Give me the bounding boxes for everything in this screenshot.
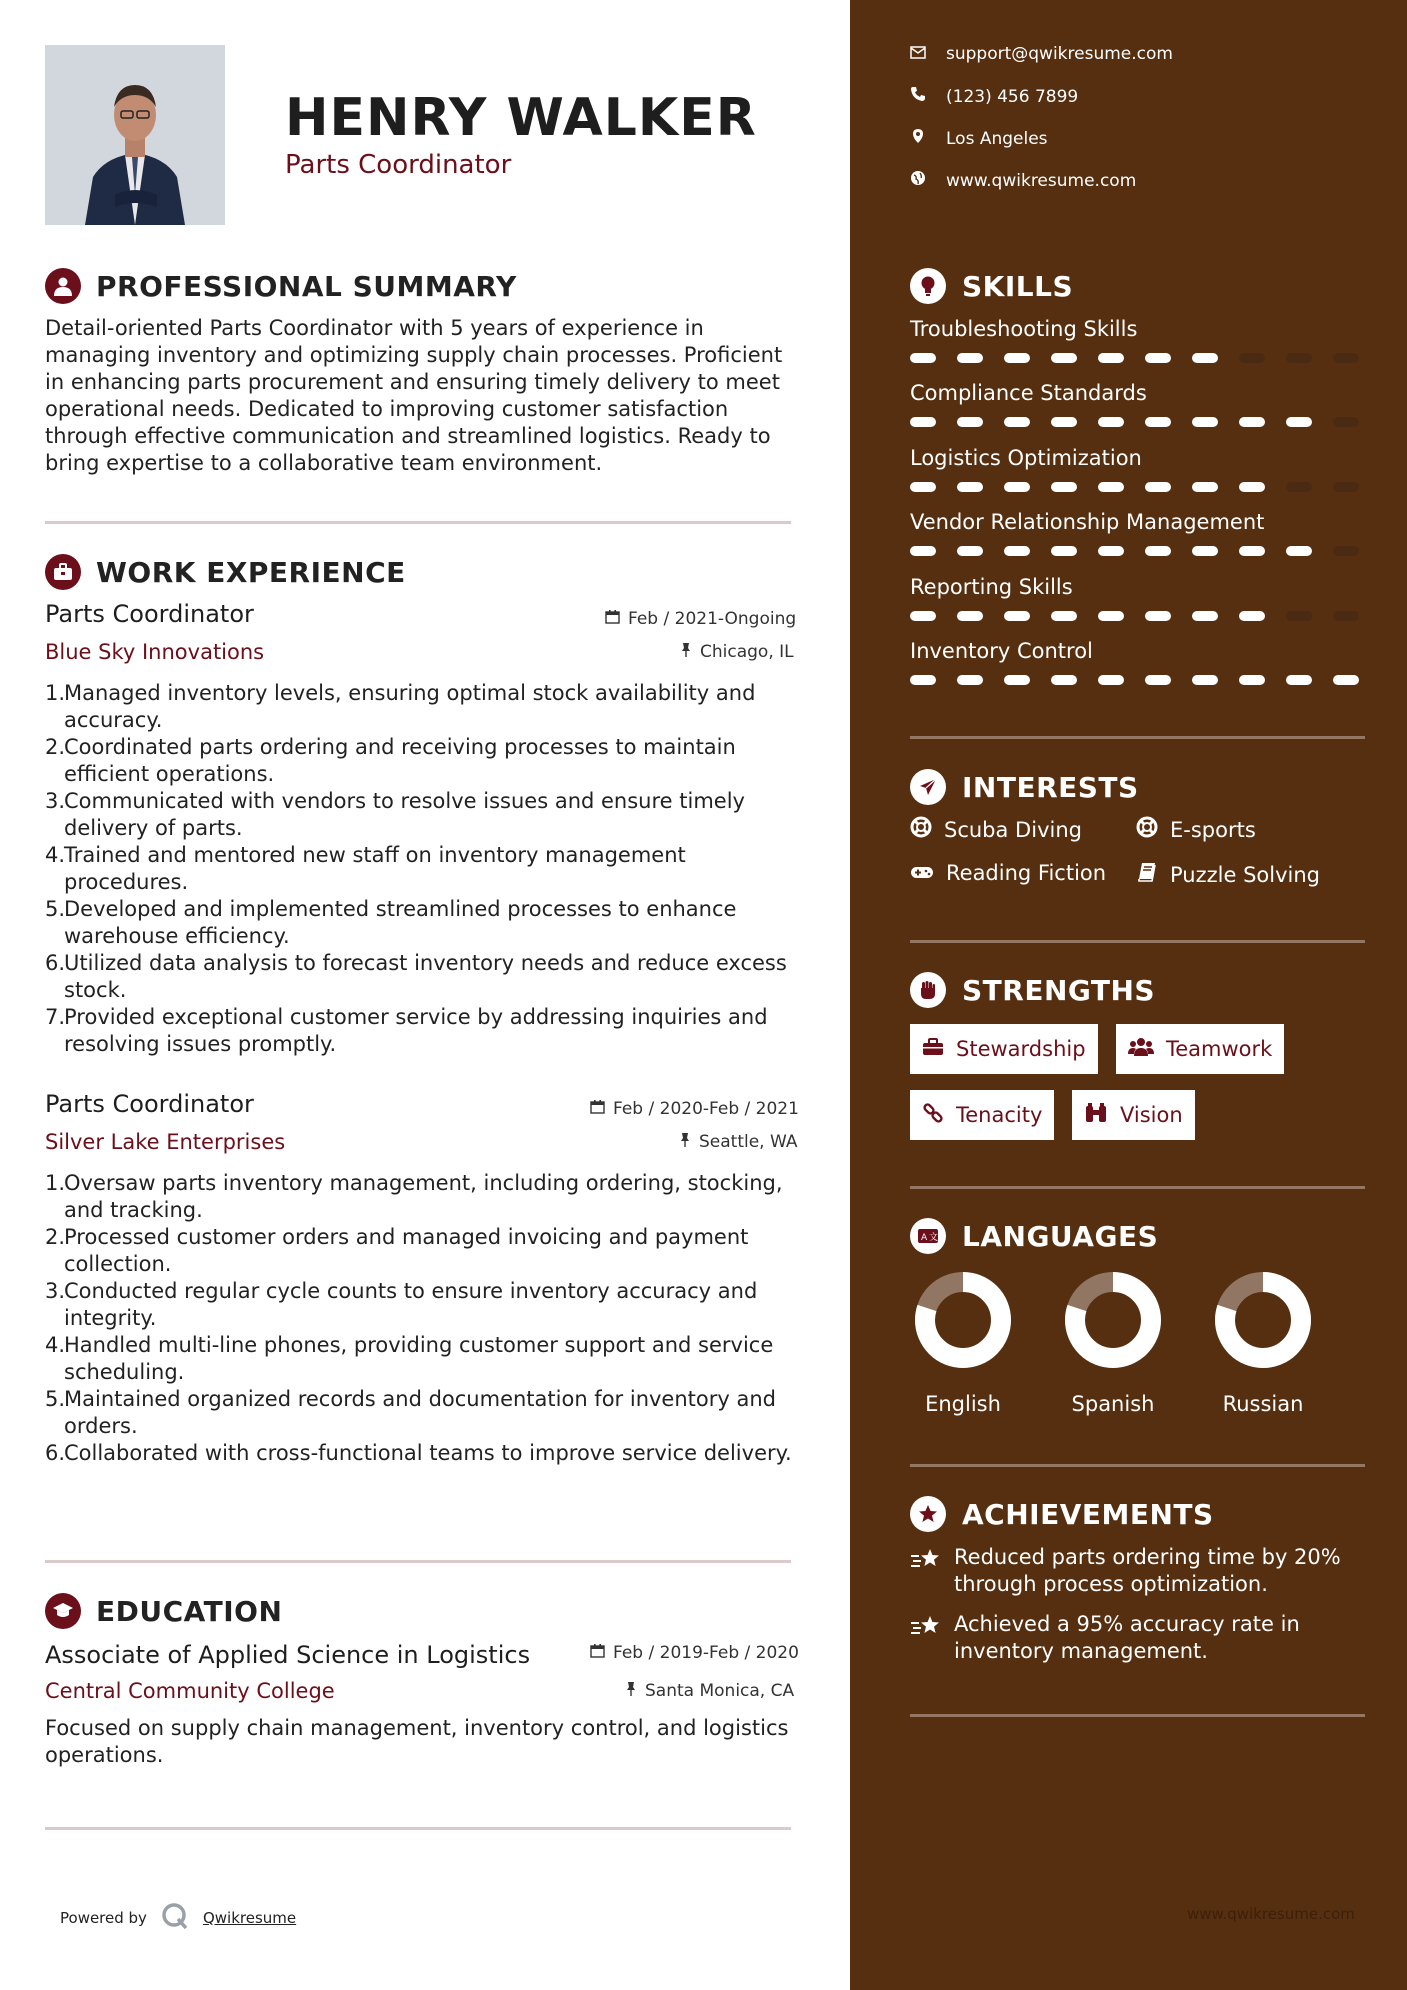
skill-dash xyxy=(1004,417,1030,427)
education-location: Santa Monica, CA xyxy=(625,1681,794,1701)
svg-text:文: 文 xyxy=(929,1233,939,1243)
envelope-icon xyxy=(910,44,926,64)
qwikresume-logo-icon xyxy=(161,1902,189,1934)
candidate-name: HENRY WALKER xyxy=(285,88,757,148)
skill-dash xyxy=(957,353,983,363)
skill-dash xyxy=(1098,417,1124,427)
users-icon xyxy=(1128,1037,1154,1062)
strength-chip: Vision xyxy=(1072,1090,1195,1140)
list-item: 1. Oversaw parts inventory management, including ordering, stocking, and tracking. xyxy=(45,1171,783,1222)
skill-dash xyxy=(1098,482,1124,492)
job-dates: Feb / 2020-Feb / 2021 xyxy=(590,1099,799,1119)
skills-heading: SKILLS xyxy=(910,268,1073,304)
languages-heading: A 文 LANGUAGES xyxy=(910,1218,1158,1254)
binoculars-icon xyxy=(1084,1103,1108,1128)
list-item: 4. Trained and mentored new staff on inventory management procedures. xyxy=(45,843,686,894)
skill-name: Vendor Relationship Management xyxy=(910,510,1265,534)
skill-dash xyxy=(1192,611,1218,621)
calendar-icon xyxy=(605,609,620,629)
degree-title: Associate of Applied Science in Logistics xyxy=(45,1641,531,1669)
skill-dash xyxy=(1333,546,1359,556)
skill-dash xyxy=(1145,611,1171,621)
lifebuoy-icon xyxy=(910,816,932,843)
skill-dash xyxy=(1286,417,1312,427)
education-heading: EDUCATION xyxy=(45,1593,282,1629)
star-badge-icon xyxy=(910,1496,946,1532)
skill-dash xyxy=(1098,675,1124,685)
divider xyxy=(45,1560,791,1563)
skill-name: Inventory Control xyxy=(910,639,1093,663)
skill-name: Logistics Optimization xyxy=(910,446,1142,470)
list-item: 3. Conducted regular cycle counts to ensure inventory accuracy and integrity. xyxy=(45,1279,758,1330)
school-name: Central Community College xyxy=(45,1679,335,1703)
interests-heading: INTERESTS xyxy=(910,769,1139,805)
calendar-icon xyxy=(590,1643,605,1663)
skill-dash xyxy=(1145,546,1171,556)
divider xyxy=(45,521,791,524)
job-bullets xyxy=(45,1170,795,1467)
list-item: 2. Processed customer orders and managed invoicing and payment collection. xyxy=(45,1225,749,1276)
language-icon xyxy=(910,1218,946,1254)
skill-bar xyxy=(910,353,1365,363)
summary-heading: PROFESSIONAL SUMMARY xyxy=(45,268,517,304)
skill-dash xyxy=(1051,482,1077,492)
job-title: Parts Coordinator xyxy=(45,600,254,628)
skill-dash xyxy=(1004,353,1030,363)
interest-item: Puzzle Solving xyxy=(1136,861,1320,888)
skill-dash xyxy=(1004,611,1030,621)
contact-website[interactable]: www.qwikresume.com xyxy=(910,170,1136,191)
list-item: 2. Coordinated parts ordering and receiving processes to maintain efficient operations. xyxy=(45,735,736,786)
language-ring xyxy=(1213,1270,1313,1370)
job-dates: Feb / 2021-Ongoing xyxy=(605,609,796,629)
company-name: Blue Sky Innovations xyxy=(45,640,265,664)
divider xyxy=(910,1464,1365,1467)
svg-text:A: A xyxy=(921,1233,928,1243)
skill-bar xyxy=(910,546,1365,556)
skill-dash xyxy=(1145,482,1171,492)
skill-dash xyxy=(957,546,983,556)
skill-dash xyxy=(910,353,936,363)
briefcase-icon xyxy=(922,1037,944,1061)
skill-bar xyxy=(910,417,1365,427)
skill-dash xyxy=(1286,546,1312,556)
language-ring xyxy=(913,1270,1013,1370)
skill-dash xyxy=(957,482,983,492)
list-item: 6. Utilized data analysis to forecast inventory needs and reduce excess stock. xyxy=(45,951,787,1002)
interest-item: E-sports xyxy=(1136,816,1256,843)
language-item: Russian xyxy=(1198,1270,1328,1416)
skill-bar xyxy=(910,611,1365,621)
globe-icon xyxy=(910,170,926,191)
interest-item: Scuba Diving xyxy=(910,816,1082,843)
skill-dash xyxy=(1051,546,1077,556)
skill-dash xyxy=(910,482,936,492)
skill-dash xyxy=(1239,353,1265,363)
paper-plane-icon xyxy=(910,769,946,805)
skill-dash xyxy=(1239,417,1265,427)
skill-dash xyxy=(1051,611,1077,621)
shooting-star-icon xyxy=(910,1547,942,1598)
list-item: 3. Communicated with vendors to resolve issues and ensure timely delivery of parts. xyxy=(45,789,745,840)
user-icon xyxy=(45,268,81,304)
skill-dash xyxy=(957,675,983,685)
footer-powered-by: Powered by Qwikresume xyxy=(60,1902,296,1934)
list-item: 1. Managed inventory levels, ensuring optimal stock availability and accuracy. xyxy=(45,681,756,732)
list-item: 4. Handled multi-line phones, providing customer support and service scheduling. xyxy=(45,1333,774,1384)
job-bullets xyxy=(45,680,795,1058)
job-title: Parts Coordinator xyxy=(45,1090,254,1118)
skill-dash xyxy=(1239,611,1265,621)
footer-url: www.qwikresume.com xyxy=(1187,1905,1355,1923)
pin-icon xyxy=(625,1681,637,1701)
skill-dash xyxy=(957,611,983,621)
list-item: 5. Maintained organized records and documentation for inventory and orders. xyxy=(45,1387,776,1438)
skill-dash xyxy=(1192,417,1218,427)
list-item: 6. Collaborated with cross-functional teams to improve service delivery. xyxy=(45,1441,792,1465)
list-item: 7. Provided exceptional customer service by addressing inquiries and resolving issues promptly. xyxy=(45,1005,768,1056)
lightbulb-icon xyxy=(910,268,946,304)
lifebuoy-icon xyxy=(1136,816,1158,843)
strength-chip: Tenacity xyxy=(910,1090,1054,1140)
skill-dash xyxy=(1098,353,1124,363)
language-ring xyxy=(1063,1270,1163,1370)
skill-dash xyxy=(1145,417,1171,427)
graduation-cap-icon xyxy=(45,1593,81,1629)
education-dates: Feb / 2019-Feb / 2020 xyxy=(590,1643,799,1663)
skill-dash xyxy=(1051,675,1077,685)
skill-bar xyxy=(910,675,1365,685)
strengths-heading: STRENGTHS xyxy=(910,972,1155,1008)
skill-dash xyxy=(1239,546,1265,556)
skill-dash xyxy=(1051,417,1077,427)
divider xyxy=(910,940,1365,943)
skill-dash xyxy=(1192,546,1218,556)
experience-heading: WORK EXPERIENCE xyxy=(45,554,406,590)
skill-dash xyxy=(1333,482,1359,492)
language-item: Spanish xyxy=(1048,1270,1178,1416)
divider xyxy=(45,1827,791,1830)
map-marker-icon xyxy=(910,128,926,149)
skill-dash xyxy=(910,675,936,685)
skill-dash xyxy=(910,417,936,427)
skill-dash xyxy=(1004,482,1030,492)
skill-dash xyxy=(1098,611,1124,621)
pin-icon xyxy=(680,642,692,662)
language-item: English xyxy=(898,1270,1028,1416)
skill-dash xyxy=(1286,611,1312,621)
skill-name: Reporting Skills xyxy=(910,575,1073,599)
job-location: Chicago, IL xyxy=(680,642,794,662)
skill-dash xyxy=(1145,353,1171,363)
skill-dash xyxy=(1333,675,1359,685)
skill-dash xyxy=(910,546,936,556)
skill-dash xyxy=(1239,482,1265,492)
profile-photo xyxy=(45,45,225,225)
phone-icon xyxy=(910,86,926,107)
skill-dash xyxy=(1192,353,1218,363)
skill-dash xyxy=(1333,353,1359,363)
divider xyxy=(910,1714,1365,1717)
skill-dash xyxy=(1286,675,1312,685)
skill-bar xyxy=(910,482,1365,492)
briefcase-icon xyxy=(45,554,81,590)
skill-dash xyxy=(1004,546,1030,556)
skill-dash xyxy=(1192,482,1218,492)
skill-dash xyxy=(957,417,983,427)
interest-item: Reading Fiction xyxy=(910,861,1106,885)
skill-name: Troubleshooting Skills xyxy=(910,317,1138,341)
divider xyxy=(910,1186,1365,1189)
skill-dash xyxy=(1051,353,1077,363)
candidate-title: Parts Coordinator xyxy=(285,150,512,180)
company-name: Silver Lake Enterprises xyxy=(45,1130,286,1154)
achievement-item: Reduced parts ordering time by 20% through process optimization. xyxy=(910,1544,1370,1598)
achievements-heading: ACHIEVEMENTS xyxy=(910,1496,1214,1532)
fist-icon xyxy=(910,972,946,1008)
pin-icon xyxy=(679,1132,691,1152)
contact-phone[interactable]: (123) 456 7899 xyxy=(910,86,1078,107)
contact-email[interactable]: support@qwikresume.com xyxy=(910,44,1173,64)
brand-link[interactable]: Qwikresume xyxy=(202,1909,297,1927)
strength-chip: Stewardship xyxy=(910,1024,1098,1074)
skill-dash xyxy=(1098,546,1124,556)
divider xyxy=(910,736,1365,739)
skill-dash xyxy=(1004,675,1030,685)
calendar-icon xyxy=(590,1099,605,1119)
gamepad-icon xyxy=(910,861,934,885)
job-location: Seattle, WA xyxy=(679,1132,798,1152)
skill-dash xyxy=(1145,675,1171,685)
summary-text: Detail-oriented Parts Coordinator with 5 years of experience in managing inventory and optimizing supply chain processes. Proficient in enhancing parts procurement and ensuring timely delivery to meet operational needs. Dedicated to improving customer satisfaction through effective communication and streamlined logistics. Ready to bring expertise to a collaborative team environment. xyxy=(45,316,783,475)
education-text: Focused on supply chain management, inventory control, and logistics operations. xyxy=(45,1716,789,1767)
book-icon xyxy=(1136,861,1158,888)
skill-dash xyxy=(1239,675,1265,685)
strength-chip: Teamwork xyxy=(1116,1024,1284,1074)
skill-dash xyxy=(1286,482,1312,492)
skill-dash xyxy=(1333,417,1359,427)
skill-dash xyxy=(910,611,936,621)
skill-name: Compliance Standards xyxy=(910,381,1147,405)
contact-location: Los Angeles xyxy=(910,128,1048,149)
shooting-star-icon xyxy=(910,1614,942,1665)
skill-dash xyxy=(1333,611,1359,621)
skill-dash xyxy=(1286,353,1312,363)
link-icon xyxy=(922,1102,944,1129)
achievement-item: Achieved a 95% accuracy rate in inventory management. xyxy=(910,1611,1370,1665)
list-item: 5. Developed and implemented streamlined processes to enhance warehouse efficiency. xyxy=(45,897,737,948)
skill-dash xyxy=(1192,675,1218,685)
